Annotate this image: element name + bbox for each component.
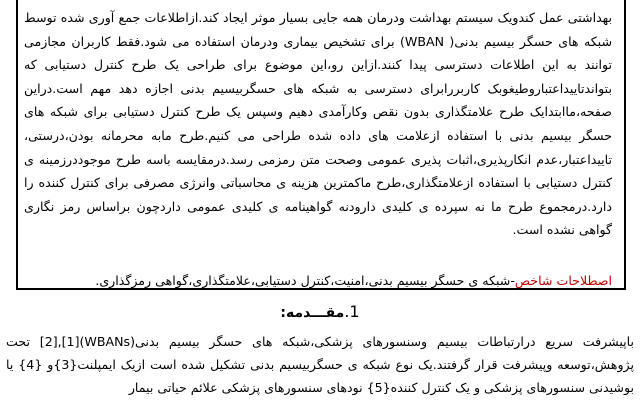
- keywords-line: [24, 270, 612, 292]
- abstract-paragraph: بهداشتی عمل کندویک سیستم بهداشت ودرمان همه جایی بسیار موثر ایجاد کند.ازاطلاعات جمع آوری شده توسط شبکه های حسگر بیسیم بدنی( WBAN) برای تشخیص بیماری ودرمان استفاده می شود.فقط کاربران مجازمی توانند به این اطلاعات دسترسی پیدا کنند.ازاین رو،این موضوع برای طراحی یک طرح کنترل دستیابی که بتواندتاییداعتباروطیغوبک کاربررابرای دسترسی به شبکه های حسگربیسیم بدنی اجازه دهد مهم است.دراین صفحه،ماابتدایک طرح علامتگذاری بدون نقص وکارآمدی دهیم وسپس یک طرح کنترل دستیابی برای شبکه های حسگر بیسیم بدنی با استفاده ازعلامت های داده شده طراحی می کنیم.طرح مابه محرمانه بودن،درستی، تاییداعتبار،عدم انکارپذیری،اثبات پذیری عمومی وصحت متن رمزمی رسد.درمقایسه باسه طرح موجوددرزمینه ی کنترل دستیابی با استفاده ازعلامتگذاری،طرح ماکمترین هزینه ی محاسباتی وانرژی مصرفی برای کنترل کننده را دارد.درمجموع طرح ما نه سپرده ی کلیدی دارودنه گواهینامه ی کلیدی عمومی داردچون براساس رمز نگاری گواهی نشده است.: [24, 10, 612, 238]
- section-heading: [0, 302, 640, 321]
- keywords-label: اصطلاحات شاخص: [514, 273, 612, 288]
- section-number: 1.: [344, 302, 360, 321]
- intro-paragraph: باپیشرفت سریع درارتباطات بیسیم وسنسورهای پزشکی،شبکه های حسگر بیسیم بدنی(WBANs)[1],[2] تحت پژوهش،توسعه وپیشرفت قرار گرفتند.یک نوع شبکه ی حسگربیسیم بدنی تشکیل شده است ازیک ایمپلنت{3}و {4} یا بوشیدنی سنسورهای پزشکی و یک کنترل کننده{5} نودهای سنسورهای پزشکی علائم حیاتی بیمار: [6, 334, 634, 395]
- keywords-text: -شبکه ی حسگر بیسیم بدنی،امنیت،کنترل دستیابی،علامتگذاری،گواهی رمزگذاری.: [95, 273, 515, 288]
- section-title: مقـــدمه:: [280, 305, 345, 321]
